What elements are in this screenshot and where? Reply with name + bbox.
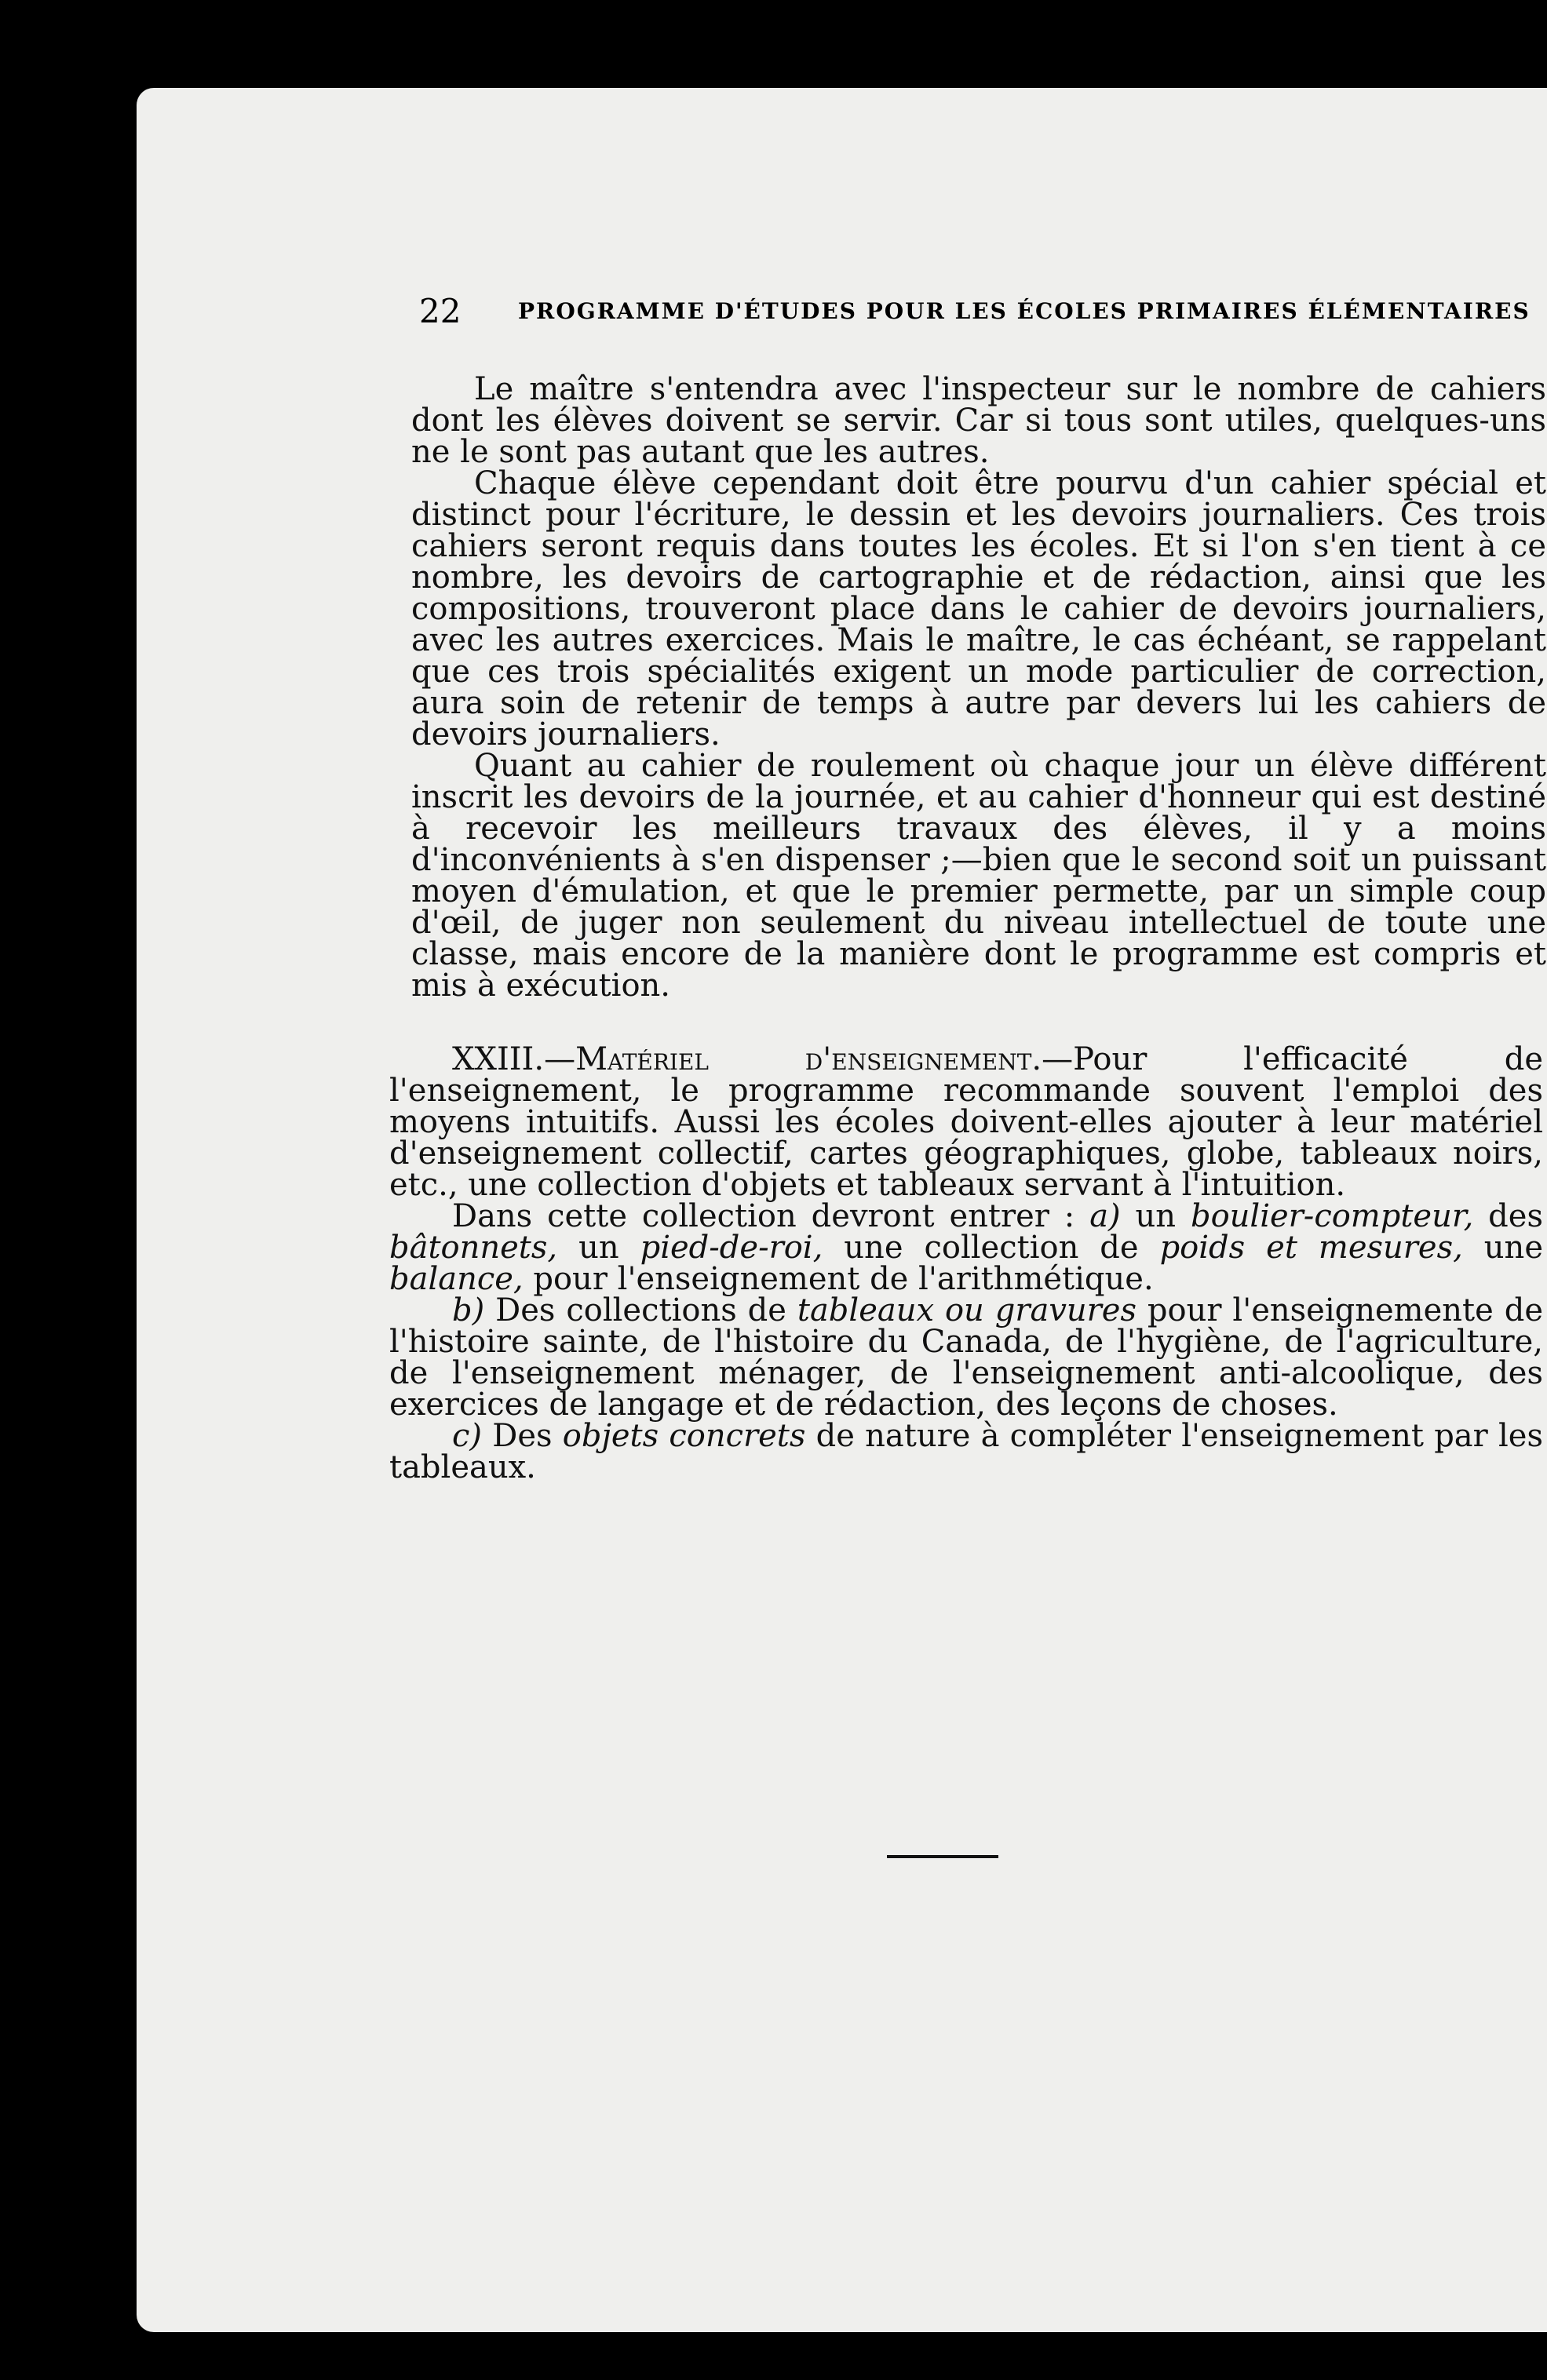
paragraph-cahier-special: Chaque élève cependant doit être pourvu d'un cahier spécial et distinct pour l'écriture, le dessin et les devoirs journaliers. Ces trois cahiers seront requis dans toutes les écoles. Et si l'on s'en tient à ce nombre, les devoirs de cartographie et de rédaction, ainsi que les compositions, trouveront place dans le cahier de devoirs journaliers, avec les autres exercices. Mais le maître, le cas échéant, se rappelant que ces trois spécialités exigent un mode particulier de correction, aura soin de retenir de temps à autre par devers lui les cahiers de devoirs journaliers. (411, 465, 1546, 753)
section-title: Matériel d'enseignement. (575, 1041, 1042, 1077)
item-b: b) Des collections de tableaux ou gravures pour l'enseignemente de l'histoire sainte, de l'histoire du Canada, de l'hygiène, de l'agriculture, de l'enseignement ménager, de l'enseignement anti-alcoolique, des exercices de langage et de rédaction, des leçons de choses. (389, 1292, 1544, 1423)
section-xxiii (389, 1041, 1544, 1485)
end-rule (887, 1855, 998, 1858)
item-c-label: c) (452, 1418, 483, 1454)
section-intro: —Pour l'efficacité de l'enseignement, le programme recommande souvent l'emploi des moyens intuitifs. Aussi les écoles doivent-elles ajouter à leur matériel d'enseignement collectif, cartes géographiques, globe, tableaux noirs, etc., une collection d'objets et tableaux servant à l'intuition. (389, 1041, 1543, 1203)
page-number: 22 (419, 292, 462, 330)
item-a-label: a) (1089, 1198, 1121, 1234)
paragraph-cahiers: Le maître s'entendra avec l'inspecteur sur le nombre de cahiers dont les élèves doivent se servir. Car si tous sont utiles, quelques-uns ne le sont pas autant que les autres. (411, 371, 1546, 470)
section-heading-paragraph (389, 1041, 1543, 1203)
item-c: c) Des objets concrets de nature à compléter l'enseignement par les tableaux. (389, 1418, 1543, 1485)
body-text (411, 371, 1546, 1004)
item-b-label: b) (452, 1292, 485, 1328)
running-title: PROGRAMME D'ÉTUDES POUR LES ÉCOLES PRIMAIRES ÉLÉMENTAIRES (518, 298, 1531, 324)
paragraph-cahier-roulement: Quant au cahier de roulement où chaque jour un élève différent inscrit les devoirs de la journée, et au cahier d'honneur qui est destiné à recevoir les meilleurs travaux des élèves, il y a moins d'inconvénients à s'en dispenser ;—bien que le second soit un puissant moyen d'émulation, et que le premier permette, par un simple coup d'œil, de juger non seulement du niveau intellectuel de toute une classe, mais encore de la manière dont le programme est compris et mis à exécution. (411, 748, 1546, 1004)
section-number: XXIII.— (452, 1041, 576, 1077)
item-a: Dans cette collection devront entrer : a) un boulier-compteur, des bâtonnets, un pied-de-roi, une collection de poids et mesures, une balance, pour l'enseignement de l'arithmétique. (389, 1198, 1543, 1297)
